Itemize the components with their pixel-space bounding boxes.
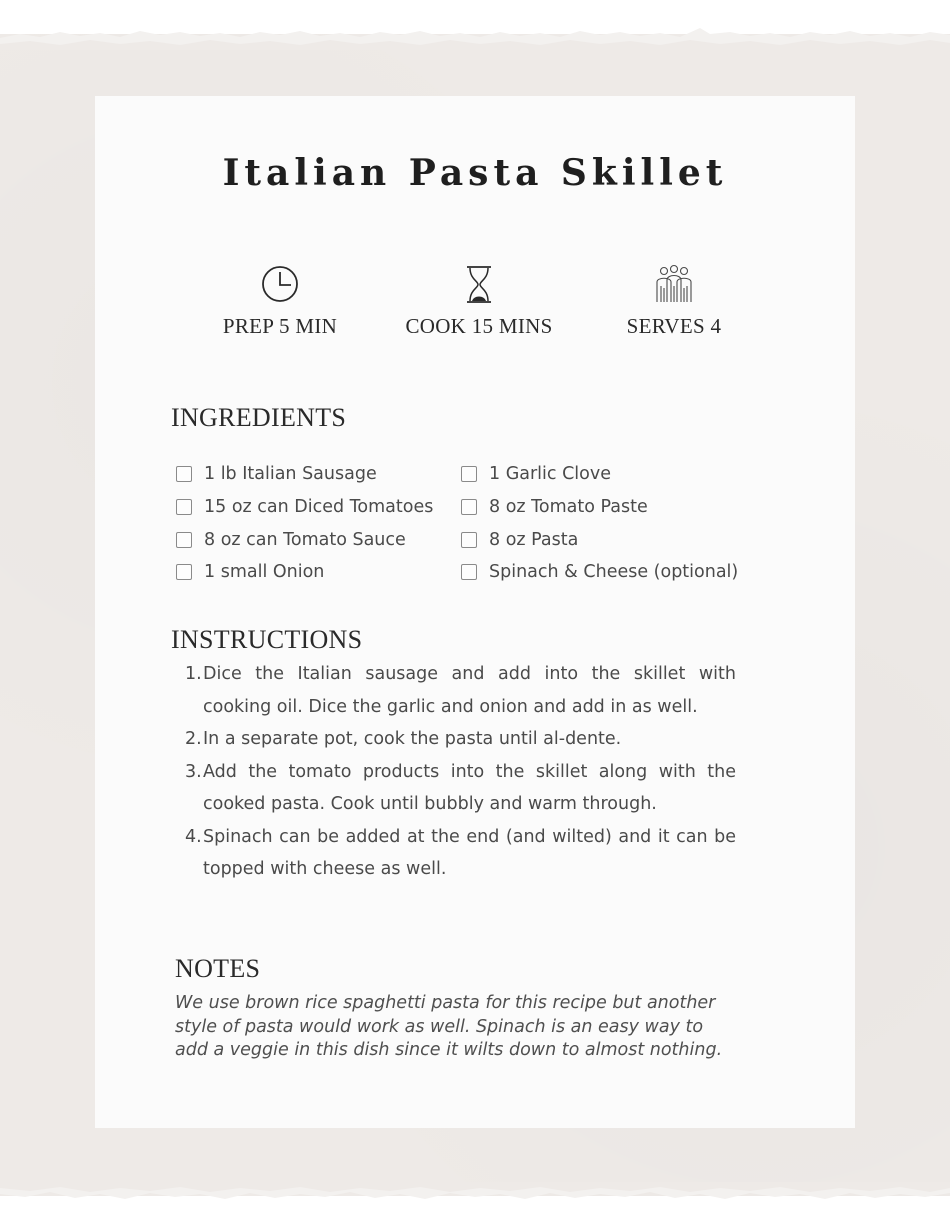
ingredient-item[interactable] [171,556,433,589]
checkbox[interactable] [461,499,477,515]
step-number: 1. [185,664,202,684]
ingredient-item[interactable] [456,458,738,491]
step-text: Spinach can be added at the end (and wilted) and it can be topped with cheese as well. [203,826,736,879]
ingredient-item[interactable] [171,491,433,524]
recipe-title: Italian Pasta Skillet [222,152,728,194]
checkbox[interactable] [461,532,477,548]
servings-label: SERVES 4 [626,314,722,338]
instruction-step [185,658,736,723]
ingredient-text: 8 oz can Tomato Sauce [204,529,406,550]
checkbox[interactable] [176,564,192,580]
step-text: In a separate pot, cook the pasta until al-dente. [203,729,622,749]
ingredient-text: 1 Garlic Clove [489,464,611,485]
step-text: Add the tomato products into the skillet along with the cooked pasta. Cook until bubbly and warm through. [203,761,736,814]
servings [564,264,784,339]
step-number: 3. [185,761,202,782]
checkbox[interactable] [176,532,192,548]
notes-heading: NOTES [175,954,261,983]
prep-time [170,264,390,339]
cook-time [369,264,589,339]
ingredient-text: 8 oz Tomato Paste [489,497,648,518]
prep-time-label: PREP 5 MIN [222,314,338,338]
step-number: 2. [185,729,202,749]
instruction-step [185,756,736,821]
checkbox[interactable] [461,564,477,580]
ingredient-text: 15 oz can Diced Tomatoes [204,497,434,518]
instruction-step [185,723,736,756]
instruction-step [185,821,736,886]
people-icon [653,264,695,304]
hourglass-icon [459,264,499,304]
instructions-heading: INSTRUCTIONS [171,625,363,654]
ingredients-list-right [456,458,738,589]
ingredient-item[interactable] [456,491,738,524]
torn-edge-bottom [0,1182,950,1212]
clock-icon [260,264,300,304]
ingredient-item[interactable] [171,458,433,491]
notes-text: We use brown rice spaghetti pasta for this recipe but another style of pasta would work as well. Spinach is an easy way to add a veggie in this dish since it wilts down to almost nothing. [175,993,723,1060]
ingredient-item[interactable] [171,523,433,556]
ingredient-text: Spinach & Cheese (optional) [489,562,739,583]
instructions-list [185,658,736,886]
checkbox[interactable] [461,466,477,482]
ingredient-text: 1 lb Italian Sausage [204,464,377,485]
ingredient-item[interactable] [456,523,738,556]
checkbox[interactable] [176,499,192,515]
step-number: 4. [185,826,202,847]
ingredient-item[interactable] [456,556,738,589]
torn-edge-top [0,20,950,50]
ingredients-heading: INGREDIENTS [171,403,347,432]
checkbox[interactable] [176,466,192,482]
ingredients-list-left [171,458,433,589]
cook-time-label: COOK 15 MINS [405,314,553,338]
ingredient-text: 8 oz Pasta [489,529,579,550]
step-text: Dice the Italian sausage and add into the skillet with cooking oil. Dice the garlic and onion and add in as well. [203,664,736,717]
ingredient-text: 1 small Onion [204,562,325,583]
